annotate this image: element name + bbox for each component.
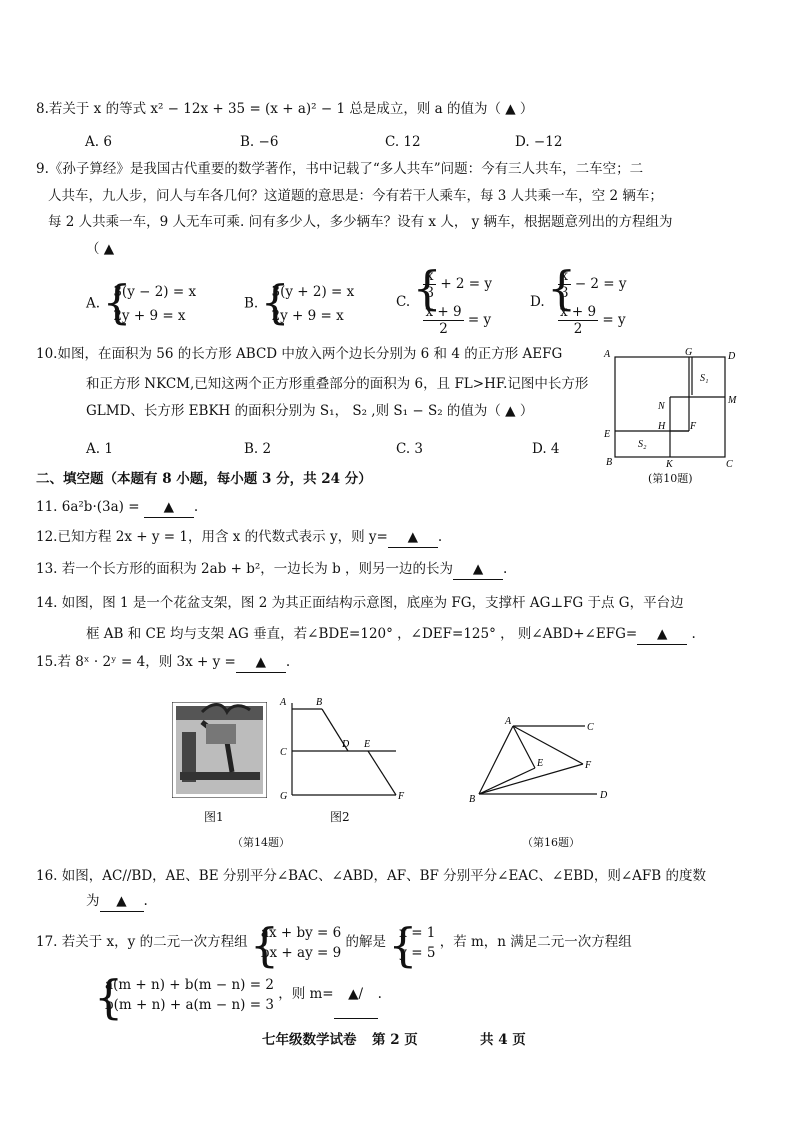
fig16-label-A: A [505, 716, 512, 727]
label-N: N [658, 401, 665, 412]
q17-line2: { a(m + n) + b(m − n) = 2 b(m + n) + a(m − n) = 3 ，则 m= ▲/ . [96, 970, 382, 1019]
q14-fig1-photo [172, 702, 267, 798]
q13: 13. 若一个长方形的面积为 2ab + b²，一边长为 b ，则另一边的长为 ▲ . [36, 560, 507, 580]
q11: 11. 6a²b·(3a) = ▲ . [36, 498, 198, 518]
section-2-heading: 二、填空题（本题有 8 小题，每小题 3 分，共 24 分） [36, 471, 372, 487]
q13-blank[interactable]: ▲ [453, 560, 503, 580]
footer-subject: 七年级数学试卷 [262, 1032, 357, 1048]
q14-line1: 14. 如图，图 1 是一个花盆支架，图 2 为其正面结构示意图，底座为 FG，支撑杆 AG⊥FG 于点 G，平台边 [36, 595, 684, 611]
q9-option-d: D. { $\frac{x}{3}$ − 2 = y $\frac{x + 9}{2}$ = y [530, 266, 627, 338]
q16-figure [465, 712, 625, 808]
q16-line1: 16. 如图，AC//BD，AE、BE 分别平分∠BAC、∠ABD，AF、BF 分别平分∠EAC、∠EBD，则∠AFB 的度数 [36, 868, 706, 884]
q12-blank[interactable]: ▲ [388, 528, 438, 548]
label-H: H [658, 421, 666, 432]
q14-line2: 框 AB 和 CE 均与支架 AG 垂直，若∠BDE=120° ，∠DEF=125° ， 则∠ABD+∠EFG= ▲ . [86, 625, 696, 645]
q8-stem: 8.若关于 x 的等式 x² − 12x + 35 = (x + a)² − 1 总是成立，则 a 的值为（ ▲ ） [36, 101, 534, 117]
q14-fig2-diagram [278, 695, 408, 805]
q14-blank[interactable]: ▲ [637, 625, 687, 645]
q9-line1: 9.《孙子算经》是我国古代重要的数学著作，书中记载了“多人共车”问题：今有三人共车，二车空；二 [36, 161, 644, 177]
q16-blank[interactable]: ▲ [100, 892, 144, 912]
fig16-label-F: F [585, 760, 592, 771]
q14-caption: （第14题） [232, 836, 290, 849]
label-F: F [690, 421, 697, 432]
fig2-label-A: A [280, 697, 287, 708]
fig2-label-F: F [398, 791, 405, 802]
fig2-label-C: C [280, 747, 287, 758]
fig16-label-B: B [469, 794, 476, 805]
q16-caption: （第16题） [522, 836, 580, 849]
fig16-label-C: C [587, 722, 594, 733]
q10-option-d: D. 4 [532, 441, 560, 457]
q9-option-a: A. { 3(y − 2) = x 2y + 9 = x [86, 280, 196, 328]
fig16-label-D: D [600, 790, 608, 801]
q14-fig2-label: 图2 [330, 810, 350, 824]
q10-option-a: A. 1 [86, 441, 113, 457]
q8-option-a: A. 6 [85, 134, 112, 150]
label-B: B [606, 457, 613, 468]
q8-option-c: C. 12 [385, 134, 421, 150]
label-C: C [726, 459, 733, 470]
q10-line3: GLMD、长方形 EBKH 的面积分别为 S₁， S₂ ,则 S₁ − S₂ 的值为（ ▲ ） [86, 403, 534, 419]
label-A: A [604, 349, 611, 360]
q15: 15.若 8ˣ · 2ʸ = 4，则 3x + y = ▲ . [36, 653, 290, 673]
q10-option-b: B. 2 [244, 441, 272, 457]
label-S2: S₂ [638, 439, 647, 450]
q17-line1: 17. 若关于 x，y 的二元一次方程组 { ax + by = 6 bx + ay = 9 的解是 { x = 1 y = 5 ，若 m，n 满足二元一次方程组 [36, 918, 632, 966]
label-D: D [728, 351, 736, 362]
fig2-label-E: E [364, 739, 371, 750]
label-K: K [666, 459, 673, 470]
q8-option-b: B. −6 [240, 134, 279, 150]
q16-line2: 为 ▲ . [86, 892, 148, 912]
q9-line3: 每 2 人共乘一车，9 人无车可乘. 问有多少人，多少辆车？设有 x 人， y 辆车，根据题意列出的方程组为 [48, 214, 673, 230]
q10-line1: 10.如图，在面积为 56 的长方形 ABCD 中放入两个边长分别为 6 和 4 的正方形 AEFG [36, 346, 563, 362]
q9-line4: （ ▲ [86, 241, 115, 257]
label-E: E [604, 429, 611, 440]
q10-caption: (第10题) [648, 472, 693, 485]
label-G: G [685, 347, 693, 358]
label-M: M [728, 395, 737, 406]
q9-option-b: B. { 3(y + 2) = x 2y + 9 = x [244, 280, 354, 328]
footer-total: 共 4 页 [480, 1032, 526, 1048]
q17-blank[interactable]: ▲/ [334, 970, 378, 1019]
footer-page: 第 2 页 [372, 1032, 418, 1048]
q8-option-d: D. −12 [515, 134, 563, 150]
q15-blank[interactable]: ▲ [236, 653, 286, 673]
q9-line2: 人共车，九人步，问人与车各几何？这道题的意思是：今有若干人乘车，每 3 人共乘一车，空 2 辆车； [48, 188, 663, 204]
fig2-label-G: G [280, 791, 288, 802]
label-S1: S₁ [700, 373, 709, 384]
q9-option-c: C. { $\frac{x}{3}$ + 2 = y $\frac{x + 9}{2}$ = y [396, 266, 492, 338]
fig2-label-D: D [342, 739, 350, 750]
q10-line2: 和正方形 NKCM,已知这两个正方形重叠部分的面积为 6，且 FL>HF.记图中长方形 [86, 376, 589, 392]
q11-blank[interactable]: ▲ [144, 498, 194, 518]
q14-fig1-label: 图1 [204, 810, 224, 824]
fig16-label-E: E [537, 758, 544, 769]
q10-figure [600, 345, 750, 485]
q12: 12.已知方程 2x + y = 1，用含 x 的代数式表示 y，则 y= ▲ . [36, 528, 442, 548]
fig2-label-B: B [316, 697, 323, 708]
q10-option-c: C. 3 [396, 441, 424, 457]
